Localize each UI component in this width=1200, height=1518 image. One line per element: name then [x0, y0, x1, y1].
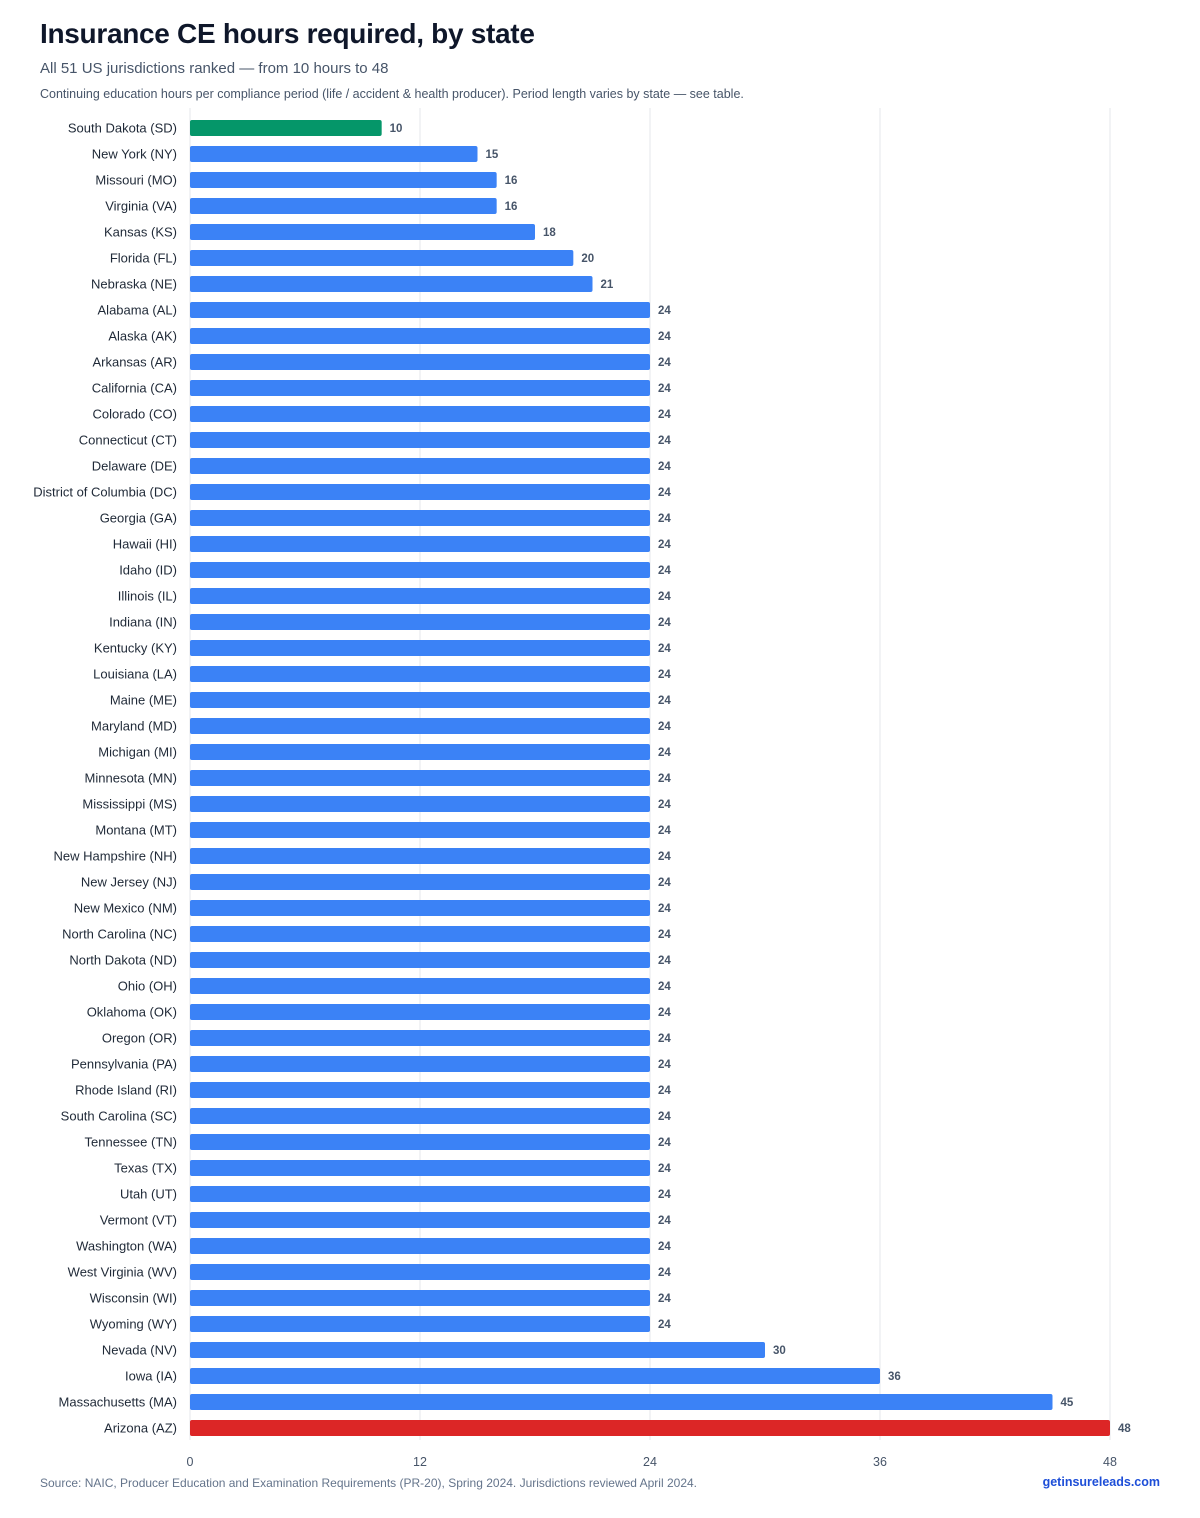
bar: [190, 458, 650, 474]
bar: [190, 484, 650, 500]
bar: [190, 1394, 1053, 1410]
data-label: 24: [658, 799, 671, 811]
data-label: 24: [658, 1085, 671, 1097]
category-label: Arizona (AZ): [104, 1420, 177, 1436]
bar: [190, 666, 650, 682]
data-label: 24: [658, 591, 671, 603]
bar: [190, 1420, 1110, 1436]
data-label: 24: [658, 1241, 671, 1253]
data-label: 30: [773, 1345, 786, 1357]
source-note: Source: NAIC, Producer Education and Examination Requirements (PR-20), Spring 2024. Jurisdictions reviewed April 2024.: [40, 1476, 697, 1490]
bar: [190, 432, 650, 448]
bar: [190, 510, 650, 526]
category-label: California (CA): [91, 380, 177, 396]
bar: [190, 172, 497, 188]
category-label: Washington (WA): [76, 1238, 177, 1254]
bar: [190, 1186, 650, 1202]
category-label: West Virginia (WV): [67, 1264, 177, 1280]
bar: [190, 744, 650, 760]
bar: [190, 848, 650, 864]
data-label: 15: [485, 149, 499, 161]
category-label: Tennessee (TN): [84, 1134, 177, 1150]
data-label: 36: [888, 1371, 901, 1383]
data-label: 24: [658, 1007, 671, 1019]
data-label: 10: [389, 123, 403, 135]
category-label: Delaware (DE): [91, 458, 177, 474]
data-label: 24: [658, 1293, 671, 1305]
data-label: 24: [658, 1059, 671, 1071]
category-label: Oregon (OR): [101, 1030, 177, 1046]
category-label: Montana (MT): [95, 822, 177, 838]
data-label: 24: [658, 1319, 671, 1331]
bar: [190, 120, 382, 136]
bar: [190, 952, 650, 968]
data-label: 24: [658, 1267, 671, 1279]
category-label: Indiana (IN): [109, 614, 177, 630]
bar: [190, 1368, 880, 1384]
category-label: Missouri (MO): [95, 172, 177, 188]
category-label: New Hampshire (NH): [53, 848, 177, 864]
data-label: 24: [658, 565, 671, 577]
category-label: Illinois (IL): [117, 588, 177, 604]
category-label: Hawaii (HI): [112, 536, 177, 552]
category-label: North Carolina (NC): [62, 926, 177, 942]
bar: [190, 692, 650, 708]
category-label: Idaho (ID): [119, 562, 177, 578]
bar: [190, 1134, 650, 1150]
category-label: Virginia (VA): [105, 198, 177, 214]
data-label: 48: [1118, 1423, 1131, 1435]
data-label: 24: [658, 903, 671, 915]
category-label: Utah (UT): [119, 1186, 177, 1202]
bar: [190, 1082, 650, 1098]
category-label: Vermont (VT): [99, 1212, 177, 1228]
bar: [190, 1264, 650, 1280]
bar: [190, 146, 478, 162]
category-label: Wisconsin (WI): [89, 1290, 177, 1306]
bar: [190, 770, 650, 786]
category-label: Louisiana (LA): [93, 666, 177, 682]
data-label: 24: [658, 1137, 671, 1149]
bar: [190, 926, 650, 942]
category-label: New Jersey (NJ): [80, 874, 177, 890]
category-label: Minnesota (MN): [84, 770, 177, 786]
category-label: Colorado (CO): [92, 406, 177, 422]
bar: [190, 224, 535, 240]
x-tick-label: 24: [643, 1455, 657, 1469]
data-label: 16: [504, 201, 518, 213]
bar: [190, 640, 650, 656]
data-label: 24: [658, 877, 671, 889]
bar: [190, 900, 650, 916]
bar: [190, 822, 650, 838]
bar: [190, 1056, 650, 1072]
category-label: Michigan (MI): [98, 744, 177, 760]
bar: [190, 588, 650, 604]
bar: [190, 1238, 650, 1254]
category-label: Arkansas (AR): [92, 354, 177, 370]
category-label: New Mexico (NM): [73, 900, 177, 916]
category-label: Georgia (GA): [99, 510, 177, 526]
data-label: 24: [658, 695, 671, 707]
data-label: 24: [658, 435, 671, 447]
x-tick-label: 48: [1103, 1455, 1117, 1469]
data-label: 24: [658, 383, 671, 395]
data-label: 24: [658, 1163, 671, 1175]
data-label: 24: [658, 955, 671, 967]
category-label: Florida (FL): [109, 250, 177, 266]
bar: [190, 1004, 650, 1020]
bar: [190, 1160, 650, 1176]
bar: [190, 354, 650, 370]
data-label: 24: [658, 1111, 671, 1123]
category-label: South Dakota (SD): [67, 120, 177, 136]
category-label: Oklahoma (OK): [86, 1004, 177, 1020]
bar: [190, 978, 650, 994]
category-label: Pennsylvania (PA): [71, 1056, 177, 1072]
bar: [190, 406, 650, 422]
category-label: Texas (TX): [114, 1160, 177, 1176]
category-label: Massachusetts (MA): [58, 1394, 177, 1410]
bar: [190, 276, 593, 292]
bar: [190, 1212, 650, 1228]
category-label: Iowa (IA): [124, 1368, 177, 1384]
data-label: 24: [658, 981, 671, 993]
data-label: 24: [658, 357, 671, 369]
data-label: 20: [581, 253, 595, 265]
bar: [190, 380, 650, 396]
data-label: 24: [658, 1215, 671, 1227]
category-label: Connecticut (CT): [78, 432, 177, 448]
data-label: 24: [658, 305, 671, 317]
data-label: 24: [658, 461, 671, 473]
data-label: 24: [658, 409, 671, 421]
category-label: Alabama (AL): [97, 302, 177, 318]
bar: [190, 874, 650, 890]
data-label: 24: [658, 539, 671, 551]
data-label: 45: [1060, 1397, 1074, 1409]
category-label: Wyoming (WY): [89, 1316, 177, 1332]
category-label: Kansas (KS): [104, 224, 177, 240]
brand-link[interactable]: getinsureleads.com: [1042, 1475, 1160, 1489]
data-label: 24: [658, 669, 671, 681]
data-label: 24: [658, 643, 671, 655]
bar: [190, 302, 650, 318]
category-label: Maine (ME): [109, 692, 177, 708]
bar: [190, 198, 497, 214]
data-label: 24: [658, 851, 671, 863]
bar: [190, 1290, 650, 1306]
category-label: Alaska (AK): [108, 328, 177, 344]
data-label: 24: [658, 617, 671, 629]
category-label: Maryland (MD): [91, 718, 177, 734]
data-label: 24: [658, 825, 671, 837]
data-label: 24: [658, 747, 671, 759]
bar: [190, 1030, 650, 1046]
bar: [190, 562, 650, 578]
bar: [190, 718, 650, 734]
category-label: Nevada (NV): [101, 1342, 177, 1358]
data-label: 18: [543, 227, 556, 239]
data-label: 24: [658, 929, 671, 941]
category-label: District of Columbia (DC): [33, 484, 177, 500]
data-label: 16: [504, 175, 518, 187]
category-label: South Carolina (SC): [60, 1108, 177, 1124]
category-label: Nebraska (NE): [91, 276, 177, 292]
x-tick-label: 12: [413, 1455, 427, 1469]
data-label: 21: [600, 279, 614, 291]
chart-title: Insurance CE hours required, by state: [40, 18, 535, 49]
bar: [190, 328, 650, 344]
data-label: 24: [658, 513, 671, 525]
category-label: Kentucky (KY): [93, 640, 177, 656]
bar: [190, 1108, 650, 1124]
category-label: Mississippi (MS): [82, 796, 177, 812]
data-label: 24: [658, 1033, 671, 1045]
chart-note: Continuing education hours per compliance period (life / accident & health producer). Period length varies by state — see table.: [40, 87, 744, 101]
chart-subtitle: All 51 US jurisdictions ranked — from 10 hours to 48: [40, 60, 389, 77]
x-tick-label: 0: [186, 1455, 194, 1469]
bar: [190, 536, 650, 552]
bar: [190, 614, 650, 630]
x-tick-label: 36: [873, 1455, 887, 1469]
category-label: New York (NY): [91, 146, 177, 162]
bar: [190, 1342, 765, 1358]
data-label: 24: [658, 487, 671, 499]
category-label: Ohio (OH): [117, 978, 177, 994]
data-label: 24: [658, 773, 671, 785]
category-label: North Dakota (ND): [69, 952, 177, 968]
category-label: Rhode Island (RI): [75, 1082, 177, 1098]
data-label: 24: [658, 1189, 671, 1201]
bar: [190, 796, 650, 812]
data-label: 24: [658, 721, 671, 733]
data-label: 24: [658, 331, 671, 343]
bar: [190, 250, 573, 266]
bar: [190, 1316, 650, 1332]
